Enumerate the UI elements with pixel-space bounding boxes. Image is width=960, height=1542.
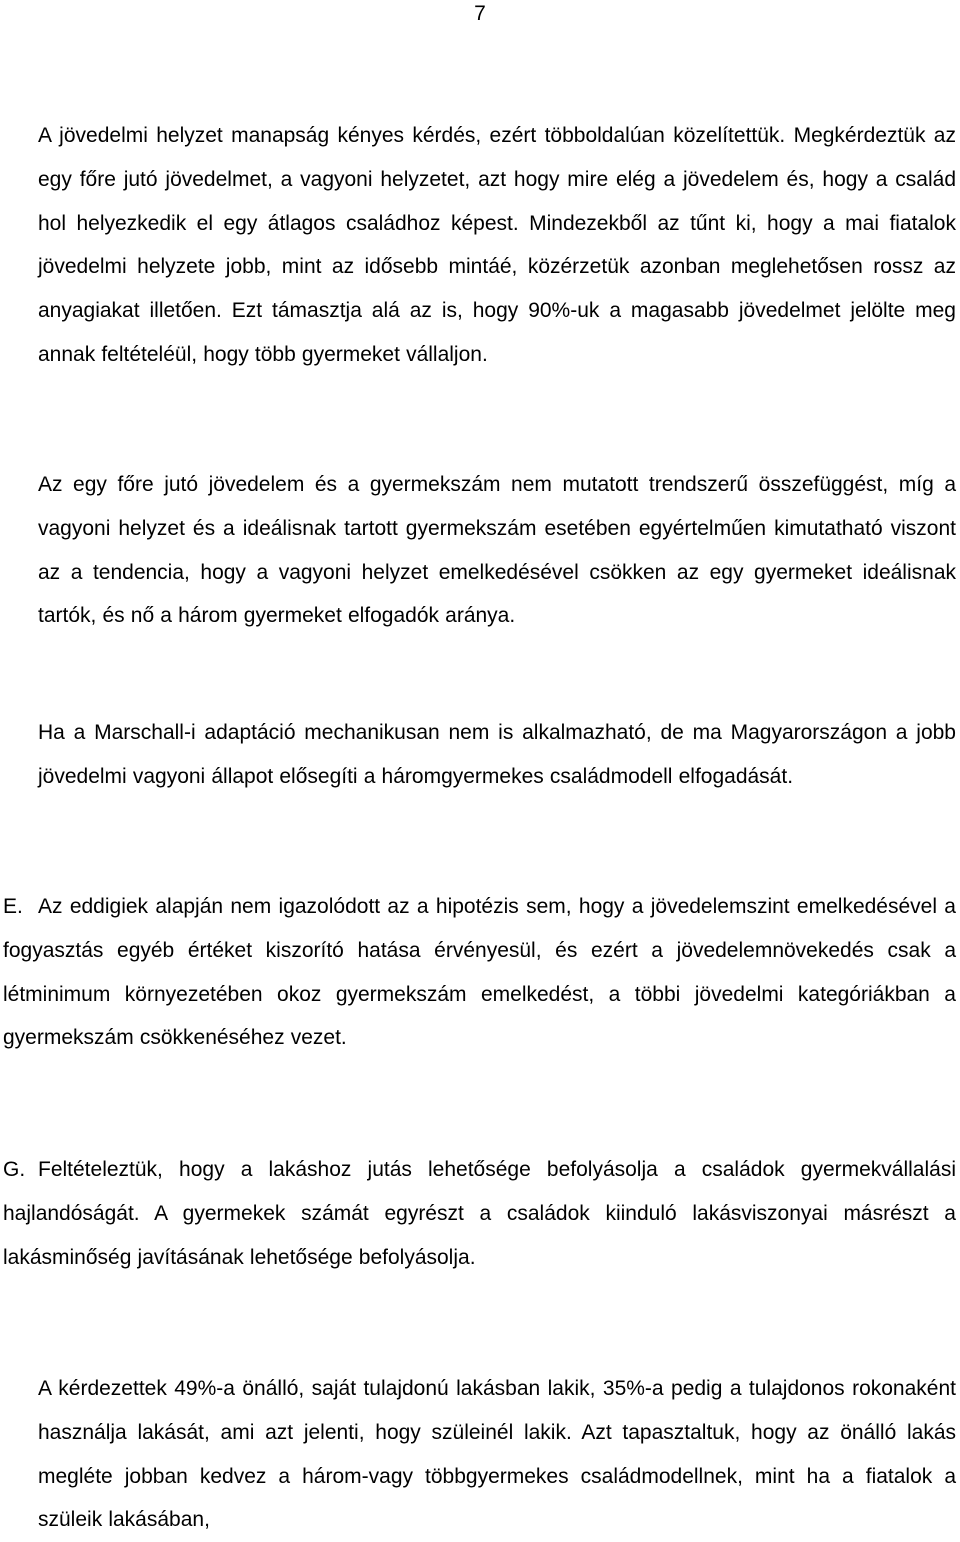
paragraph-text: Ha a Marschall-i adaptáció mechanikusan nem is alkalmazható, de ma Magyarországon a jobb jövedelmi vagyoni állapot elősegíti a háromgyermekes családmodell elfogadását.	[38, 721, 956, 788]
paragraph-text: Feltételeztük, hogy a lakáshoz jutás lehetősége befolyásolja a családok gyermekvállalási hajlandóságát. A gyermekek számát egyrészt a családok kiinduló lakásviszonyai másrészt a lakásminőség javításának lehetősége befolyásolja.	[3, 1158, 956, 1269]
paragraph-housing-ownership	[38, 1367, 956, 1542]
paragraph-marschall-adaptation	[38, 711, 956, 799]
paragraph-text: Az egy főre jutó jövedelem és a gyermekszám nem mutatott trendszerű összefüggést, míg a vagyoni helyzet és a ideálisnak tartott gyermekszám esetében egyértelműen kimutatható viszont az a tendencia, hogy a vagyoni helyzet emelkedésével csökken az egy gyermeket ideálisnak tartók, és nő a három gyermeket elfogadók aránya.	[38, 473, 956, 628]
paragraph-text: Az eddigiek alapján nem igazolódott az a hipotézis sem, hogy a jövedelemszint emelkedésével a fogyasztás egyéb értéket kiszorító hatása érvényesül, és ezért a jövedelemnövekedés csak a létminimum környezetében okoz gyermekszám emelkedést, a többi jövedelmi kategóriákban a gyermekszám csökkenéséhez vezet.	[3, 895, 956, 1050]
paragraph-text: A kérdezettek 49%-a önálló, saját tulajdonú lakásban lakik, 35%-a pedig a tulajdonos rokonaként használja lakását, ami azt jelenti, hogy szüleinél lakik. Azt tapasztaltuk, hogy az önálló lakás megléte jobban kedvez a három-vagy többgyermekes családmodellnek, mint ha a fiatalok a szüleik lakásában,	[38, 1377, 956, 1532]
paragraph-hypothesis-e	[3, 885, 956, 1060]
list-marker: G.	[3, 1158, 26, 1181]
paragraph-text: A jövedelmi helyzet manapság kényes kérdés, ezért többoldalúan közelítettük. Megkérdeztük az egy főre jutó jövedelmet, a vagyoni helyzetet, azt hogy mire elég a jövedelem és, hogy a család hol helyezkedik el egy átlagos családhoz képest. Mindezekből az tűnt ki, hogy a mai fiatalok jövedelmi helyzete jobb, mint az idősebb mintáé, közérzetük azonban meglehetősen rossz az anyagiakat illetően. Ezt támasztja alá az is, hogy 90%-uk a magasabb jövedelmet jelölte meg annak feltételéül, hogy több gyermeket vállaljon.	[38, 124, 956, 366]
paragraph-hypothesis-g	[3, 1148, 956, 1279]
page-number: 7	[474, 2, 486, 25]
paragraph-income-situation	[38, 114, 956, 377]
list-marker: E.	[3, 895, 23, 918]
paragraph-per-capita-income	[38, 463, 956, 638]
